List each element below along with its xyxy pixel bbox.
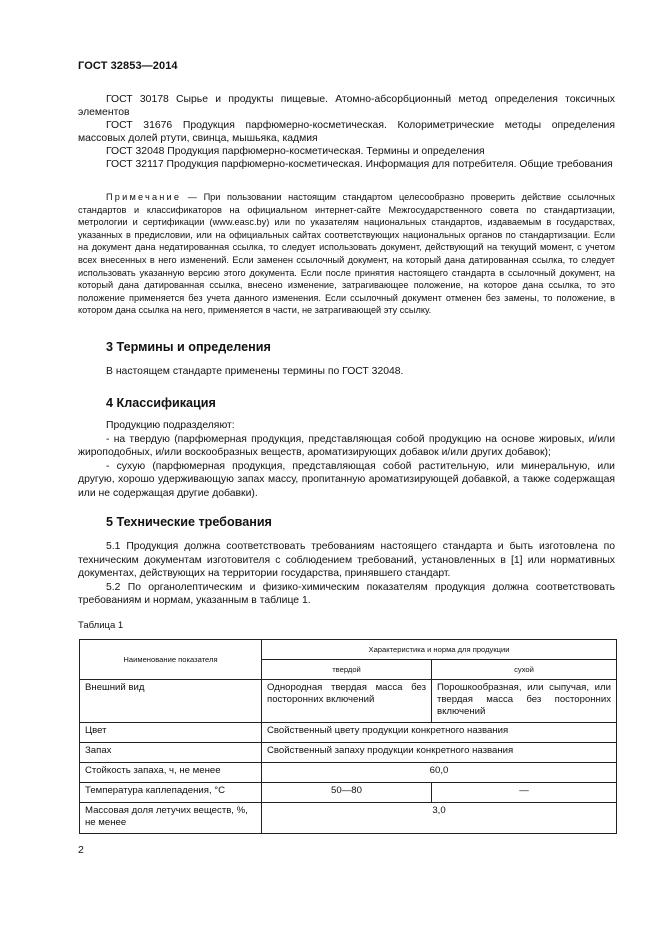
row-common-value: Свойственный цвету продукции конкретного названия [262,723,617,743]
requirements-table [79,639,617,834]
note-text: При пользовании настоящим стандартом целесообразно проверить действие ссылочных стандартов и классификаторов на официальном интернет-сайте Межгосударственного совета по стандартизации, метрологии и сертификации (www.easc.by) или по указателям национальных стандартов, издаваемым в государствах, указанных в предисловии, или на официальных сайтах соответствующих национальных органов по стандартизации. Если на документ дана недатированная ссылка, то следует использовать документ, действующий на текущий момент, с учетом всех внесенных в него изменений. Если заменен ссылочный документ, на который дана датированная ссылка, то следует использовать указанную версию этого документа. Если после принятия настоящего стандарта в ссылочный документ, на который дана датированная ссылка, внесено изменение, затрагивающее положение, на которое дана ссылка, то это положение применяется без учета данного изменения. Если ссылочный документ отменен без замены, то положение, в котором дана ссылка на него, применяется в части, не затрагивающей эту ссылку. [78,192,615,316]
row-name: Стойкость запаха, ч, не менее [80,763,262,783]
classification-item: - сухую (парфюмерная продукция, представляющая собой растительную, или минеральную, или другую, хорошо удерживающую запах массу, пропитанную ароматизирующей добавкой, а также содержащая или не содержащая другие добавки). [78,460,615,499]
section-4-intro: Продукцию подразделяют: [106,420,235,431]
header-solid: твердой [262,660,432,680]
normative-references [78,93,615,171]
row-common-value: Свойственный запаху продукции конкретного названия [262,743,617,763]
section-4-title: 4 Классификация [106,396,216,410]
table-header-row [80,640,617,660]
classification-item: - на твердую (парфюмерная продукция, представляющая собой продукцию на основе жировых, и/или жироподобных, и/или воскообразных веществ, ароматизирующих добавок и/или других добавок); [78,433,615,458]
reference-item: ГОСТ 31676 Продукция парфюмерно-косметическая. Колориметрические методы определения массовых долей ртути, свинца, мышьяка, кадмия [78,120,615,144]
section-3-text: В настоящем стандарте применены термины по ГОСТ 32048. [106,366,404,377]
note-label: Примечание [106,192,182,202]
header-indicator-name: Наименование показателя [80,640,262,680]
row-name: Цвет [80,723,262,743]
header-characteristic-group: Характеристика и норма для продукции [262,640,617,660]
section-3-body [78,365,615,379]
row-dry-value: — [432,783,617,803]
table-row [80,763,617,783]
row-dry-value: Порошкообразная, или сыпучая, или твердая масса без посторонних включений [432,680,617,723]
clause-5-2: 5.2 По органолептическим и физико-химическим показателям продукция должна соответствовать требованиям и нормам, указанным в таблице 1. [78,581,615,606]
table-row [80,803,617,834]
row-solid-value: 50—80 [262,783,432,803]
row-name: Внешний вид [80,680,262,723]
page-number: 2 [78,844,84,856]
clause-5-1: 5.1 Продукция должна соответствовать требованиям настоящего стандарта и быть изготовлена по техническим документам изготовителя с соблюдением требований, установленных в [1] или нормативных документах, действующих на территории государства, принявшего стандарт. [78,541,615,579]
row-common-value: 3,0 [262,803,617,834]
table-caption: Таблица 1 [78,620,124,631]
section-4-body [78,419,615,500]
row-name: Температура каплепадения, °С [80,783,262,803]
section-5-title: 5 Технические требования [106,515,272,529]
document-header: ГОСТ 32853—2014 [78,60,178,72]
row-name: Запах [80,743,262,763]
table-row [80,723,617,743]
section-5-body [78,540,615,608]
note-dash: — [181,192,204,202]
note-paragraph [78,191,615,317]
table-row [80,783,617,803]
row-name: Массовая доля летучих веществ, %, не менее [80,803,262,834]
reference-item: ГОСТ 32117 Продукция парфюмерно-косметическая. Информация для потребителя. Общие требования [106,159,613,170]
row-common-value: 60,0 [262,763,617,783]
reference-item: ГОСТ 30178 Сырье и продукты пищевые. Атомно-абсорбционный метод определения токсичных элементов [78,94,615,118]
table-row [80,743,617,763]
table-row [80,680,617,723]
header-dry: сухой [432,660,617,680]
section-3-title: 3 Термины и определения [106,340,271,354]
reference-item: ГОСТ 32048 Продукция парфюмерно-косметическая. Термины и определения [106,146,485,157]
row-solid-value: Однородная твердая масса без посторонних включений [262,680,432,723]
